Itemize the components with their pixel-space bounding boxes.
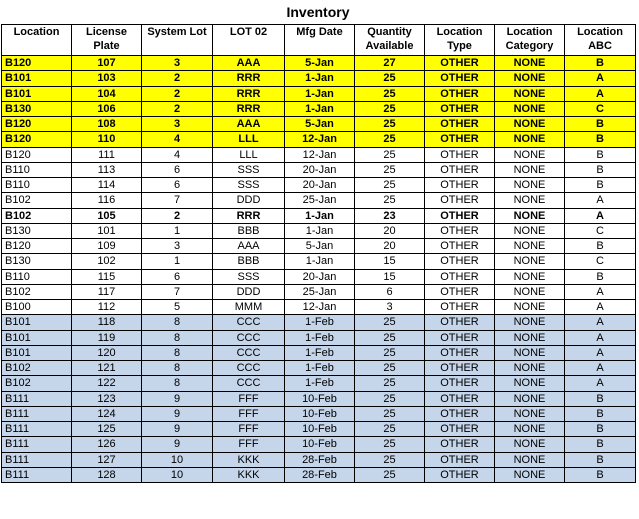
cell-quantity-available[interactable]: 25 <box>355 86 425 101</box>
cell-quantity-available[interactable]: 25 <box>355 193 425 208</box>
cell-location-abc[interactable]: A <box>565 193 636 208</box>
cell-mfg-date[interactable]: 10-Feb <box>285 391 355 406</box>
cell-location[interactable]: B110 <box>2 162 72 177</box>
cell-location-type[interactable]: OTHER <box>425 223 495 238</box>
table-row[interactable] <box>2 345 636 360</box>
cell-license-plate[interactable]: 127 <box>72 452 142 467</box>
cell-location[interactable]: B120 <box>2 239 72 254</box>
inventory-table <box>1 24 636 483</box>
table-row[interactable] <box>2 361 636 376</box>
cell-mfg-date[interactable]: 5-Jan <box>285 117 355 132</box>
cell-location[interactable]: B120 <box>2 147 72 162</box>
cell-lot-02[interactable]: DDD <box>213 193 285 208</box>
cell-quantity-available[interactable]: 15 <box>355 269 425 284</box>
cell-quantity-available[interactable]: 25 <box>355 452 425 467</box>
cell-lot-02[interactable]: SSS <box>213 178 285 193</box>
cell-location-type[interactable]: OTHER <box>425 300 495 315</box>
cell-mfg-date[interactable]: 20-Jan <box>285 269 355 284</box>
cell-mfg-date[interactable]: 1-Feb <box>285 376 355 391</box>
table-row[interactable] <box>2 284 636 299</box>
cell-license-plate[interactable]: 107 <box>72 56 142 71</box>
cell-lot-02[interactable]: SSS <box>213 269 285 284</box>
cell-location-abc[interactable]: B <box>565 269 636 284</box>
cell-quantity-available[interactable]: 25 <box>355 71 425 86</box>
cell-license-plate[interactable]: 126 <box>72 437 142 452</box>
cell-license-plate[interactable]: 125 <box>72 422 142 437</box>
cell-location[interactable]: B101 <box>2 71 72 86</box>
cell-location-type[interactable]: OTHER <box>425 284 495 299</box>
cell-lot-02[interactable]: CCC <box>213 330 285 345</box>
cell-lot-02[interactable]: RRR <box>213 71 285 86</box>
cell-lot-02[interactable]: DDD <box>213 284 285 299</box>
cell-lot-02[interactable]: CCC <box>213 345 285 360</box>
cell-system-lot[interactable]: 2 <box>142 101 213 116</box>
cell-mfg-date[interactable]: 28-Feb <box>285 452 355 467</box>
table-row[interactable] <box>2 254 636 269</box>
cell-lot-02[interactable]: LLL <box>213 132 285 147</box>
cell-quantity-available[interactable]: 25 <box>355 162 425 177</box>
cell-location-type[interactable]: OTHER <box>425 239 495 254</box>
cell-location[interactable]: B102 <box>2 208 72 223</box>
table-row[interactable] <box>2 56 636 71</box>
cell-location-type[interactable]: OTHER <box>425 315 495 330</box>
cell-location-category[interactable]: NONE <box>495 345 565 360</box>
cell-location-category[interactable]: NONE <box>495 361 565 376</box>
cell-license-plate[interactable]: 109 <box>72 239 142 254</box>
cell-license-plate[interactable]: 101 <box>72 223 142 238</box>
table-header-row <box>2 25 636 56</box>
cell-system-lot[interactable]: 9 <box>142 422 213 437</box>
cell-lot-02[interactable]: CCC <box>213 315 285 330</box>
cell-license-plate[interactable]: 116 <box>72 193 142 208</box>
cell-location-category[interactable]: NONE <box>495 269 565 284</box>
cell-location-category[interactable]: NONE <box>495 315 565 330</box>
table-row[interactable] <box>2 376 636 391</box>
cell-lot-02[interactable]: BBB <box>213 223 285 238</box>
cell-license-plate[interactable]: 102 <box>72 254 142 269</box>
table-row[interactable] <box>2 300 636 315</box>
cell-mfg-date[interactable]: 20-Jan <box>285 162 355 177</box>
cell-location-type[interactable]: OTHER <box>425 269 495 284</box>
cell-system-lot[interactable]: 4 <box>142 132 213 147</box>
cell-mfg-date[interactable]: 1-Feb <box>285 361 355 376</box>
cell-quantity-available[interactable]: 25 <box>355 330 425 345</box>
cell-mfg-date[interactable]: 1-Jan <box>285 223 355 238</box>
cell-location-category[interactable]: NONE <box>495 71 565 86</box>
cell-mfg-date[interactable]: 28-Feb <box>285 467 355 482</box>
cell-mfg-date[interactable]: 10-Feb <box>285 422 355 437</box>
cell-lot-02[interactable]: RRR <box>213 86 285 101</box>
cell-system-lot[interactable]: 1 <box>142 223 213 238</box>
cell-system-lot[interactable]: 10 <box>142 467 213 482</box>
cell-location-abc[interactable]: B <box>565 437 636 452</box>
cell-location-type[interactable]: OTHER <box>425 391 495 406</box>
cell-license-plate[interactable]: 123 <box>72 391 142 406</box>
cell-location-abc[interactable]: B <box>565 56 636 71</box>
table-row[interactable] <box>2 162 636 177</box>
cell-license-plate[interactable]: 120 <box>72 345 142 360</box>
cell-mfg-date[interactable]: 1-Feb <box>285 315 355 330</box>
cell-license-plate[interactable]: 114 <box>72 178 142 193</box>
cell-location-type[interactable]: OTHER <box>425 376 495 391</box>
cell-location-abc[interactable]: B <box>565 117 636 132</box>
cell-mfg-date[interactable]: 1-Jan <box>285 86 355 101</box>
cell-mfg-date[interactable]: 1-Jan <box>285 71 355 86</box>
cell-lot-02[interactable]: KKK <box>213 452 285 467</box>
cell-location[interactable]: B102 <box>2 193 72 208</box>
cell-lot-02[interactable]: LLL <box>213 147 285 162</box>
cell-license-plate[interactable]: 124 <box>72 406 142 421</box>
cell-system-lot[interactable]: 2 <box>142 86 213 101</box>
cell-location-type[interactable]: OTHER <box>425 178 495 193</box>
cell-quantity-available[interactable]: 25 <box>355 391 425 406</box>
cell-license-plate[interactable]: 115 <box>72 269 142 284</box>
cell-location-type[interactable]: OTHER <box>425 467 495 482</box>
cell-lot-02[interactable]: FFF <box>213 437 285 452</box>
cell-location-abc[interactable]: B <box>565 467 636 482</box>
table-row[interactable] <box>2 330 636 345</box>
cell-license-plate[interactable]: 119 <box>72 330 142 345</box>
cell-mfg-date[interactable]: 10-Feb <box>285 406 355 421</box>
cell-location[interactable]: B120 <box>2 132 72 147</box>
cell-mfg-date[interactable]: 5-Jan <box>285 56 355 71</box>
cell-mfg-date[interactable]: 5-Jan <box>285 239 355 254</box>
cell-location-abc[interactable]: A <box>565 345 636 360</box>
cell-location-category[interactable]: NONE <box>495 391 565 406</box>
cell-quantity-available[interactable]: 6 <box>355 284 425 299</box>
cell-location-type[interactable]: OTHER <box>425 132 495 147</box>
cell-location[interactable]: B130 <box>2 223 72 238</box>
column-header-quantity-available[interactable]: Quantity Available <box>355 25 425 56</box>
cell-location-category[interactable]: NONE <box>495 193 565 208</box>
table-row[interactable] <box>2 101 636 116</box>
cell-system-lot[interactable]: 8 <box>142 376 213 391</box>
cell-mfg-date[interactable]: 1-Feb <box>285 345 355 360</box>
cell-license-plate[interactable]: 128 <box>72 467 142 482</box>
cell-location-abc[interactable]: B <box>565 132 636 147</box>
cell-location-abc[interactable]: A <box>565 315 636 330</box>
cell-location-type[interactable]: OTHER <box>425 345 495 360</box>
table-row[interactable] <box>2 406 636 421</box>
cell-lot-02[interactable]: CCC <box>213 376 285 391</box>
cell-license-plate[interactable]: 103 <box>72 71 142 86</box>
cell-quantity-available[interactable]: 25 <box>355 376 425 391</box>
cell-mfg-date[interactable]: 12-Jan <box>285 132 355 147</box>
cell-system-lot[interactable]: 8 <box>142 345 213 360</box>
cell-location[interactable]: B130 <box>2 254 72 269</box>
cell-quantity-available[interactable]: 27 <box>355 56 425 71</box>
cell-location-type[interactable]: OTHER <box>425 208 495 223</box>
table-row[interactable] <box>2 422 636 437</box>
cell-location[interactable]: B111 <box>2 467 72 482</box>
cell-mfg-date[interactable]: 1-Jan <box>285 208 355 223</box>
cell-location-category[interactable]: NONE <box>495 178 565 193</box>
table-row[interactable] <box>2 239 636 254</box>
cell-license-plate[interactable]: 112 <box>72 300 142 315</box>
column-header-license-plate[interactable]: License Plate <box>72 25 142 56</box>
cell-lot-02[interactable]: AAA <box>213 239 285 254</box>
table-row[interactable] <box>2 193 636 208</box>
table-row[interactable] <box>2 452 636 467</box>
cell-location-abc[interactable]: A <box>565 361 636 376</box>
cell-license-plate[interactable]: 121 <box>72 361 142 376</box>
table-row[interactable] <box>2 391 636 406</box>
cell-location[interactable]: B102 <box>2 376 72 391</box>
column-header-location-category[interactable]: Location Category <box>495 25 565 56</box>
cell-location-type[interactable]: OTHER <box>425 254 495 269</box>
cell-quantity-available[interactable]: 25 <box>355 132 425 147</box>
cell-system-lot[interactable]: 6 <box>142 162 213 177</box>
cell-location-abc[interactable]: C <box>565 101 636 116</box>
cell-location[interactable]: B101 <box>2 345 72 360</box>
cell-quantity-available[interactable]: 25 <box>355 101 425 116</box>
cell-location-abc[interactable]: B <box>565 391 636 406</box>
cell-system-lot[interactable]: 2 <box>142 208 213 223</box>
cell-location[interactable]: B111 <box>2 406 72 421</box>
cell-lot-02[interactable]: BBB <box>213 254 285 269</box>
cell-location-abc[interactable]: B <box>565 178 636 193</box>
cell-quantity-available[interactable]: 25 <box>355 117 425 132</box>
cell-location-category[interactable]: NONE <box>495 422 565 437</box>
cell-mfg-date[interactable]: 25-Jan <box>285 193 355 208</box>
cell-location-category[interactable]: NONE <box>495 208 565 223</box>
cell-location-type[interactable]: OTHER <box>425 361 495 376</box>
cell-license-plate[interactable]: 105 <box>72 208 142 223</box>
cell-location-abc[interactable]: B <box>565 147 636 162</box>
cell-system-lot[interactable]: 9 <box>142 406 213 421</box>
cell-quantity-available[interactable]: 25 <box>355 437 425 452</box>
cell-location-type[interactable]: OTHER <box>425 86 495 101</box>
cell-location[interactable]: B130 <box>2 101 72 116</box>
cell-mfg-date[interactable]: 10-Feb <box>285 437 355 452</box>
cell-license-plate[interactable]: 118 <box>72 315 142 330</box>
cell-location-category[interactable]: NONE <box>495 437 565 452</box>
cell-system-lot[interactable]: 7 <box>142 193 213 208</box>
cell-location-type[interactable]: OTHER <box>425 193 495 208</box>
cell-location-abc[interactable]: B <box>565 162 636 177</box>
cell-location-type[interactable]: OTHER <box>425 117 495 132</box>
cell-location[interactable]: B111 <box>2 391 72 406</box>
cell-location[interactable]: B101 <box>2 315 72 330</box>
cell-location-category[interactable]: NONE <box>495 284 565 299</box>
column-header-location[interactable]: Location <box>2 25 72 56</box>
cell-location-abc[interactable]: A <box>565 71 636 86</box>
table-row[interactable] <box>2 117 636 132</box>
cell-location-category[interactable]: NONE <box>495 132 565 147</box>
cell-location-category[interactable]: NONE <box>495 376 565 391</box>
cell-location-abc[interactable]: A <box>565 208 636 223</box>
table-row[interactable] <box>2 208 636 223</box>
page-title: Inventory <box>286 4 350 20</box>
cell-location-category[interactable]: NONE <box>495 452 565 467</box>
cell-location-category[interactable]: NONE <box>495 56 565 71</box>
cell-system-lot[interactable]: 8 <box>142 315 213 330</box>
cell-system-lot[interactable]: 9 <box>142 437 213 452</box>
cell-quantity-available[interactable]: 3 <box>355 300 425 315</box>
cell-location-category[interactable]: NONE <box>495 406 565 421</box>
cell-quantity-available[interactable]: 25 <box>355 147 425 162</box>
cell-location-abc[interactable]: C <box>565 254 636 269</box>
cell-location[interactable]: B101 <box>2 86 72 101</box>
cell-system-lot[interactable]: 3 <box>142 56 213 71</box>
cell-location-abc[interactable]: A <box>565 330 636 345</box>
column-header-location-abc[interactable]: Location ABC <box>565 25 636 56</box>
table-row[interactable] <box>2 223 636 238</box>
cell-location-abc[interactable]: A <box>565 300 636 315</box>
cell-lot-02[interactable]: RRR <box>213 208 285 223</box>
cell-quantity-available[interactable]: 25 <box>355 315 425 330</box>
cell-system-lot[interactable]: 6 <box>142 178 213 193</box>
cell-location-type[interactable]: OTHER <box>425 406 495 421</box>
cell-license-plate[interactable]: 117 <box>72 284 142 299</box>
cell-system-lot[interactable]: 10 <box>142 452 213 467</box>
cell-location-abc[interactable]: A <box>565 284 636 299</box>
cell-mfg-date[interactable]: 20-Jan <box>285 178 355 193</box>
cell-lot-02[interactable]: KKK <box>213 467 285 482</box>
cell-location-category[interactable]: NONE <box>495 223 565 238</box>
cell-lot-02[interactable]: AAA <box>213 56 285 71</box>
cell-location-category[interactable]: NONE <box>495 239 565 254</box>
cell-location[interactable]: B111 <box>2 422 72 437</box>
cell-lot-02[interactable]: FFF <box>213 406 285 421</box>
table-row[interactable] <box>2 86 636 101</box>
cell-location-type[interactable]: OTHER <box>425 422 495 437</box>
cell-location[interactable]: B111 <box>2 452 72 467</box>
cell-system-lot[interactable]: 3 <box>142 239 213 254</box>
cell-quantity-available[interactable]: 20 <box>355 239 425 254</box>
cell-license-plate[interactable]: 110 <box>72 132 142 147</box>
cell-location-category[interactable]: NONE <box>495 467 565 482</box>
cell-system-lot[interactable]: 5 <box>142 300 213 315</box>
cell-lot-02[interactable]: SSS <box>213 162 285 177</box>
cell-quantity-available[interactable]: 15 <box>355 254 425 269</box>
cell-lot-02[interactable]: AAA <box>213 117 285 132</box>
cell-location-category[interactable]: NONE <box>495 330 565 345</box>
cell-license-plate[interactable]: 122 <box>72 376 142 391</box>
cell-quantity-available[interactable]: 25 <box>355 467 425 482</box>
cell-license-plate[interactable]: 106 <box>72 101 142 116</box>
cell-license-plate[interactable]: 108 <box>72 117 142 132</box>
column-header-mfg-date[interactable]: Mfg Date <box>285 25 355 56</box>
cell-system-lot[interactable]: 8 <box>142 330 213 345</box>
cell-quantity-available[interactable]: 25 <box>355 178 425 193</box>
column-header-location-type[interactable]: Location Type <box>425 25 495 56</box>
table-row[interactable] <box>2 437 636 452</box>
cell-mfg-date[interactable]: 12-Jan <box>285 300 355 315</box>
cell-location-abc[interactable]: B <box>565 422 636 437</box>
cell-lot-02[interactable]: FFF <box>213 422 285 437</box>
cell-location[interactable]: B111 <box>2 437 72 452</box>
cell-license-plate[interactable]: 111 <box>72 147 142 162</box>
cell-location-abc[interactable]: A <box>565 86 636 101</box>
column-header-lot-02[interactable]: LOT 02 <box>213 25 285 56</box>
cell-mfg-date[interactable]: 1-Jan <box>285 254 355 269</box>
cell-location[interactable]: B102 <box>2 361 72 376</box>
cell-quantity-available[interactable]: 25 <box>355 345 425 360</box>
cell-system-lot[interactable]: 4 <box>142 147 213 162</box>
cell-license-plate[interactable]: 113 <box>72 162 142 177</box>
cell-location-abc[interactable]: B <box>565 452 636 467</box>
cell-location[interactable]: B120 <box>2 56 72 71</box>
cell-lot-02[interactable]: RRR <box>213 101 285 116</box>
cell-location-category[interactable]: NONE <box>495 101 565 116</box>
cell-location-category[interactable]: NONE <box>495 86 565 101</box>
cell-location-category[interactable]: NONE <box>495 300 565 315</box>
cell-system-lot[interactable]: 1 <box>142 254 213 269</box>
table-body <box>2 56 636 483</box>
cell-mfg-date[interactable]: 12-Jan <box>285 147 355 162</box>
cell-location-category[interactable]: NONE <box>495 162 565 177</box>
table-row[interactable] <box>2 269 636 284</box>
cell-system-lot[interactable]: 6 <box>142 269 213 284</box>
cell-location-type[interactable]: OTHER <box>425 330 495 345</box>
cell-location[interactable]: B100 <box>2 300 72 315</box>
cell-system-lot[interactable]: 7 <box>142 284 213 299</box>
cell-location-type[interactable]: OTHER <box>425 452 495 467</box>
cell-location-type[interactable]: OTHER <box>425 101 495 116</box>
cell-location-type[interactable]: OTHER <box>425 71 495 86</box>
cell-system-lot[interactable]: 9 <box>142 391 213 406</box>
cell-location-type[interactable]: OTHER <box>425 56 495 71</box>
cell-quantity-available[interactable]: 23 <box>355 208 425 223</box>
cell-mfg-date[interactable]: 1-Feb <box>285 330 355 345</box>
cell-mfg-date[interactable]: 25-Jan <box>285 284 355 299</box>
cell-location-category[interactable]: NONE <box>495 117 565 132</box>
table-row[interactable] <box>2 132 636 147</box>
cell-lot-02[interactable]: CCC <box>213 361 285 376</box>
table-row[interactable] <box>2 315 636 330</box>
table-row[interactable] <box>2 467 636 482</box>
table-row[interactable] <box>2 71 636 86</box>
cell-system-lot[interactable]: 8 <box>142 361 213 376</box>
cell-location-type[interactable]: OTHER <box>425 437 495 452</box>
cell-location-abc[interactable]: A <box>565 376 636 391</box>
cell-location[interactable]: B101 <box>2 330 72 345</box>
cell-quantity-available[interactable]: 25 <box>355 406 425 421</box>
cell-location-abc[interactable]: B <box>565 239 636 254</box>
cell-mfg-date[interactable]: 1-Jan <box>285 101 355 116</box>
table-row[interactable] <box>2 178 636 193</box>
cell-quantity-available[interactable]: 25 <box>355 361 425 376</box>
column-header-system-lot[interactable]: System Lot <box>142 25 213 56</box>
cell-lot-02[interactable]: MMM <box>213 300 285 315</box>
cell-quantity-available[interactable]: 20 <box>355 223 425 238</box>
cell-lot-02[interactable]: FFF <box>213 391 285 406</box>
cell-system-lot[interactable]: 3 <box>142 117 213 132</box>
cell-location-abc[interactable]: C <box>565 223 636 238</box>
cell-system-lot[interactable]: 2 <box>142 71 213 86</box>
cell-location[interactable]: B110 <box>2 178 72 193</box>
cell-quantity-available[interactable]: 25 <box>355 422 425 437</box>
cell-location[interactable]: B110 <box>2 269 72 284</box>
cell-location-type[interactable]: OTHER <box>425 147 495 162</box>
cell-location-category[interactable]: NONE <box>495 254 565 269</box>
table-row[interactable] <box>2 147 636 162</box>
cell-location-type[interactable]: OTHER <box>425 162 495 177</box>
cell-location-abc[interactable]: B <box>565 406 636 421</box>
cell-location[interactable]: B120 <box>2 117 72 132</box>
cell-license-plate[interactable]: 104 <box>72 86 142 101</box>
cell-location-category[interactable]: NONE <box>495 147 565 162</box>
cell-location[interactable]: B102 <box>2 284 72 299</box>
